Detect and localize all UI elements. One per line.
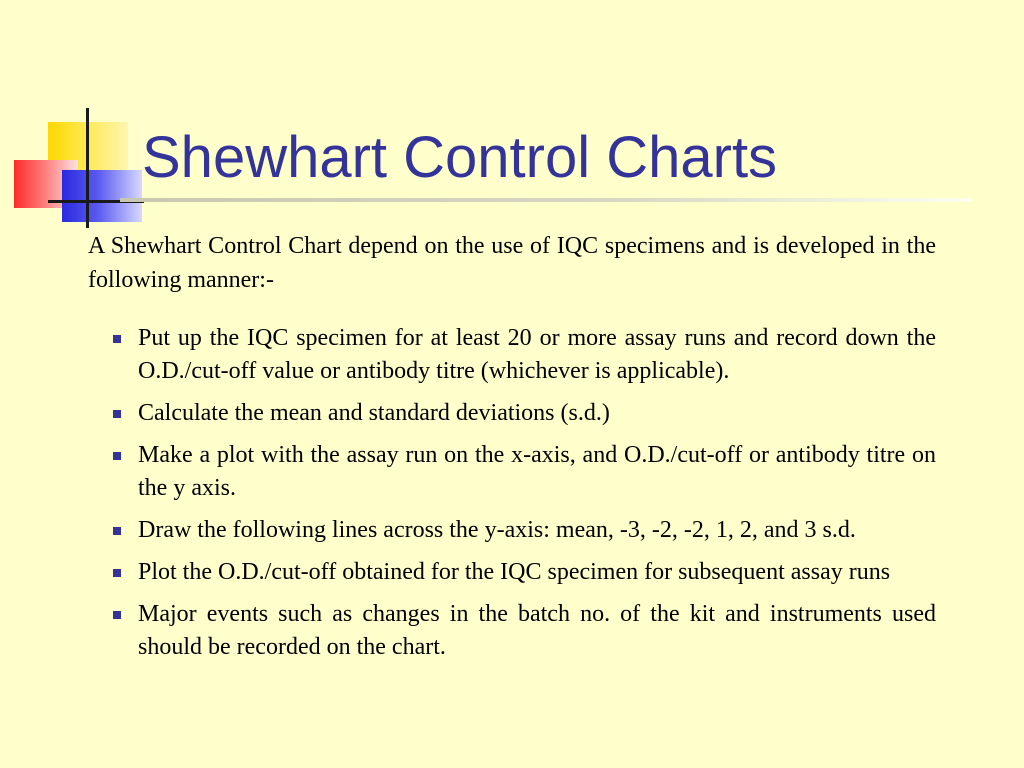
slide-title: Shewhart Control Charts xyxy=(142,125,778,190)
bullet-text: Plot the O.D./cut-off obtained for the IQC specimen for subsequent assay runs xyxy=(138,559,891,585)
bullet-text: Draw the following lines across the y-axis: mean, -3, -2, -2, 1, 2, and 3 s.d. xyxy=(138,517,856,543)
square-bullet-icon xyxy=(113,452,121,460)
bullet-item xyxy=(138,556,936,589)
bullet-text: Calculate the mean and standard deviations (s.d.) xyxy=(138,400,610,426)
bullet-item xyxy=(138,514,936,547)
bullet-text: Major events such as changes in the batch no. of the kit and instruments used should be recorded on the chart. xyxy=(138,601,936,660)
bullet-text: Make a plot with the assay run on the x-axis, and O.D./cut-off or antibody titre on the y axis. xyxy=(138,442,936,501)
bullet-item xyxy=(138,322,936,388)
bullet-item xyxy=(138,598,936,664)
square-bullet-icon xyxy=(113,410,121,418)
bullet-item xyxy=(138,439,936,505)
intro-paragraph: A Shewhart Control Chart depend on the use of IQC specimens and is developed in the following manner:- xyxy=(88,233,936,293)
square-bullet-icon xyxy=(113,335,121,343)
square-bullet-icon xyxy=(113,611,121,619)
vertical-line xyxy=(86,108,89,228)
bullet-list xyxy=(0,322,1024,673)
square-bullet-icon xyxy=(113,527,121,535)
decorative-logo xyxy=(0,0,150,230)
bullet-item xyxy=(138,397,936,430)
bullet-text: Put up the IQC specimen for at least 20 or more assay runs and record down the O.D./cut-off value or antibody titre (whichever is applicable). xyxy=(138,325,936,384)
blue-square xyxy=(62,170,142,222)
title-underline xyxy=(120,198,972,202)
square-bullet-icon xyxy=(113,569,121,577)
